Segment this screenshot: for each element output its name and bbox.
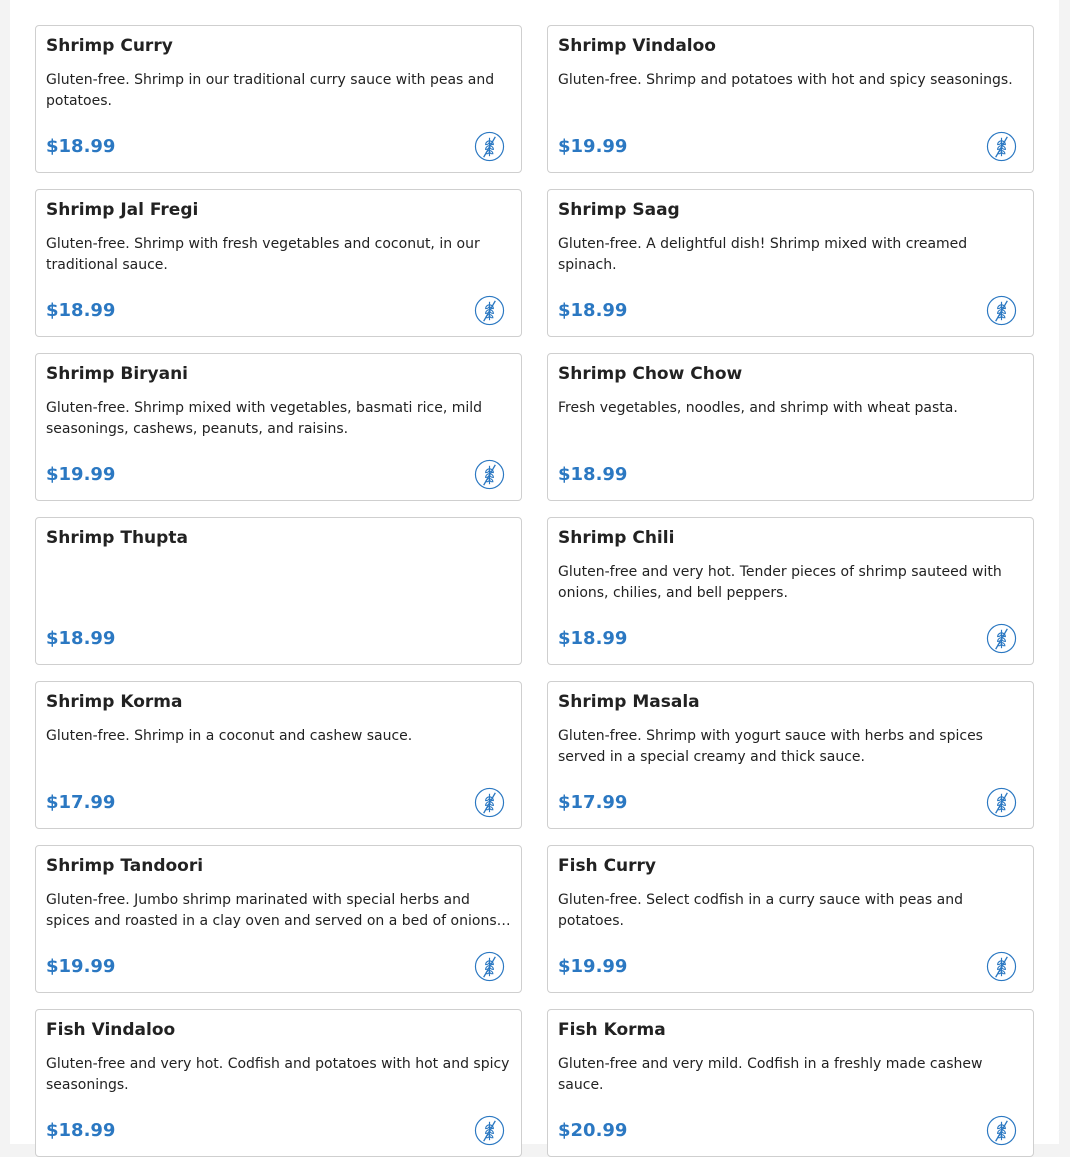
- gluten-free-icon: [474, 459, 505, 490]
- gluten-free-icon: [986, 1115, 1017, 1146]
- menu-item-price: $18.99: [46, 628, 116, 649]
- menu-item-name: Fish Korma: [558, 1020, 666, 1040]
- menu-item-card[interactable]: [35, 1009, 522, 1157]
- gluten-free-icon: [986, 131, 1017, 162]
- menu-item-card[interactable]: [547, 189, 1034, 337]
- menu-item-price: $18.99: [558, 464, 628, 485]
- gluten-free-icon: [474, 951, 505, 982]
- menu-item-description: Gluten-free. Shrimp with yogurt sauce with herbs and spices served in a special creamy and thick sauce.: [558, 728, 983, 765]
- menu-item-card[interactable]: [547, 517, 1034, 665]
- menu-item-card[interactable]: [35, 681, 522, 829]
- menu-item-description: Gluten-free. Select codfish in a curry sauce with peas and potatoes.: [558, 892, 964, 929]
- menu-item-description: Gluten-free. Shrimp in a coconut and cashew sauce.: [46, 728, 413, 744]
- menu-item-description: Gluten-free and very mild. Codfish in a freshly made cashew sauce.: [558, 1056, 983, 1093]
- menu-item-description: Gluten-free and very hot. Codfish and potatoes with hot and spicy seasonings.: [46, 1056, 510, 1093]
- menu-item-description: Gluten-free. Shrimp mixed with vegetables, basmati rice, mild seasonings, cashews, peanuts, and raisins.: [46, 400, 483, 437]
- menu-item-description: Gluten-free. Shrimp in our traditional curry sauce with peas and potatoes.: [46, 72, 495, 109]
- menu-item-price: $20.99: [558, 1120, 628, 1141]
- menu-item-name: Fish Vindaloo: [46, 1020, 176, 1040]
- menu-item-card[interactable]: [547, 845, 1034, 993]
- gluten-free-icon: [986, 623, 1017, 654]
- menu-item-price: $19.99: [558, 136, 628, 157]
- menu-item-price: $18.99: [46, 300, 116, 321]
- gluten-free-icon: [474, 295, 505, 326]
- menu-item-name: Shrimp Vindaloo: [558, 36, 716, 56]
- menu-item-description: Gluten-free. A delightful dish! Shrimp mixed with creamed spinach.: [558, 236, 968, 273]
- menu-item-name: Shrimp Jal Fregi: [46, 200, 199, 220]
- menu-item-price: $18.99: [46, 136, 116, 157]
- menu-item-card[interactable]: [35, 189, 522, 337]
- menu-item-price: $18.99: [558, 628, 628, 649]
- menu-item-description: Gluten-free and very hot. Tender pieces of shrimp sauteed with onions, chilies, and bell peppers.: [558, 564, 1002, 601]
- menu-item-description: Gluten-free. Shrimp and potatoes with hot and spicy seasonings.: [558, 72, 1013, 88]
- menu-item-price: $17.99: [558, 792, 628, 813]
- menu-item-card[interactable]: [35, 845, 522, 993]
- gluten-free-icon: [986, 295, 1017, 326]
- menu-item-price: $17.99: [46, 792, 116, 813]
- menu-item-name: Shrimp Chow Chow: [558, 364, 743, 384]
- menu-page: [10, 0, 1059, 1144]
- menu-item-price: $18.99: [558, 300, 628, 321]
- menu-item-price: $19.99: [46, 956, 116, 977]
- menu-item-name: Shrimp Masala: [558, 692, 700, 712]
- menu-item-name: Fish Curry: [558, 856, 657, 876]
- menu-item-card[interactable]: [547, 25, 1034, 173]
- gluten-free-icon: [474, 131, 505, 162]
- gluten-free-icon: [986, 951, 1017, 982]
- menu-item-price: $19.99: [46, 464, 116, 485]
- menu-item-card[interactable]: [35, 517, 522, 665]
- menu-item-description: Fresh vegetables, noodles, and shrimp with wheat pasta.: [558, 400, 958, 416]
- menu-item-card[interactable]: [547, 353, 1034, 501]
- menu-item-card[interactable]: [547, 681, 1034, 829]
- menu-item-card[interactable]: [547, 1009, 1034, 1157]
- menu-item-description: Gluten-free. Shrimp with fresh vegetables and coconut, in our traditional sauce.: [46, 236, 480, 273]
- gluten-free-icon: [474, 787, 505, 818]
- menu-item-name: Shrimp Tandoori: [46, 856, 204, 876]
- menu-item-price: $18.99: [46, 1120, 116, 1141]
- menu-item-name: Shrimp Chili: [558, 528, 675, 548]
- menu-item-name: Shrimp Saag: [558, 200, 680, 220]
- menu-item-card[interactable]: [35, 353, 522, 501]
- gluten-free-icon: [474, 1115, 505, 1146]
- menu-grid: [35, 25, 1034, 1157]
- gluten-free-icon: [986, 787, 1017, 818]
- menu-item-name: Shrimp Biryani: [46, 364, 189, 384]
- menu-item-description: Gluten-free. Jumbo shrimp marinated with special herbs and spices and roasted in a clay oven and served on a bed of onions…: [46, 892, 511, 929]
- menu-item-card[interactable]: [35, 25, 522, 173]
- menu-item-name: Shrimp Curry: [46, 36, 173, 56]
- menu-item-name: Shrimp Thupta: [46, 528, 188, 548]
- menu-item-name: Shrimp Korma: [46, 692, 183, 712]
- menu-item-price: $19.99: [558, 956, 628, 977]
